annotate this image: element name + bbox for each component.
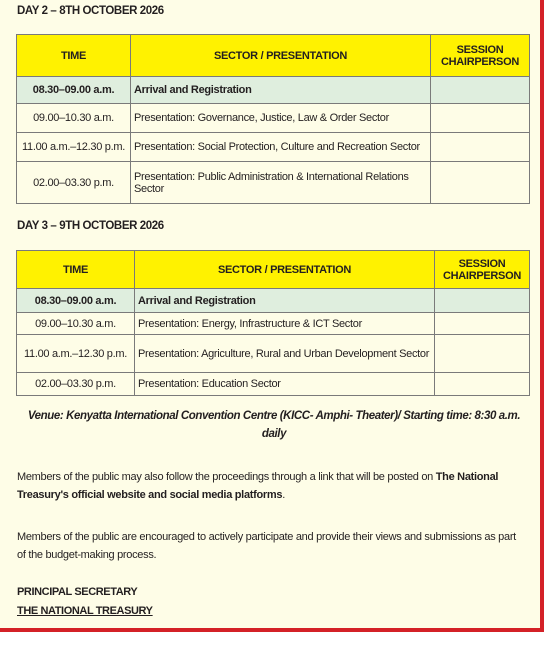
table-row bbox=[17, 373, 530, 396]
day3-schedule-table bbox=[16, 250, 530, 396]
sector-header: SECTOR / PRESENTATION bbox=[135, 251, 435, 289]
sector-cell: Arrival and Registration bbox=[135, 289, 435, 313]
public-participation-paragraph: Members of the public are encouraged to actively participate and provide their views and submissions as part of the budget-making process. bbox=[17, 531, 516, 561]
para1-text: Members of the public may also follow the proceedings through a link that will be posted on bbox=[17, 471, 436, 483]
sector-cell: Presentation: Agriculture, Rural and Urban Development Sector bbox=[135, 335, 435, 373]
time-cell: 02.00–03.30 p.m. bbox=[17, 373, 135, 396]
chair-cell bbox=[431, 162, 530, 204]
table-row bbox=[17, 162, 530, 204]
signatory-title: PRINCIPAL SECRETARY bbox=[17, 586, 138, 598]
sector-cell: Presentation: Governance, Justice, Law & Order Sector bbox=[131, 104, 431, 133]
table-header-row bbox=[17, 35, 530, 77]
sector-cell: Arrival and Registration bbox=[131, 77, 431, 104]
sector-cell: Presentation: Public Administration & International Relations Sector bbox=[131, 162, 431, 204]
chair-header: SESSION CHAIRPERSON bbox=[431, 35, 530, 77]
sector-header: SECTOR / PRESENTATION bbox=[131, 35, 431, 77]
para1-end: . bbox=[282, 489, 285, 501]
sector-cell: Presentation: Education Sector bbox=[135, 373, 435, 396]
chair-cell bbox=[435, 289, 530, 313]
day2-schedule-table bbox=[16, 34, 530, 204]
time-header: TIME bbox=[17, 35, 131, 77]
table-row bbox=[17, 104, 530, 133]
table-row bbox=[17, 313, 530, 335]
sector-cell: Presentation: Energy, Infrastructure & ICT Sector bbox=[135, 313, 435, 335]
chair-cell bbox=[431, 77, 530, 104]
table-row bbox=[17, 335, 530, 373]
day2-heading: DAY 2 – 8TH OCTOBER 2026 bbox=[17, 5, 164, 17]
table-header-row bbox=[17, 251, 530, 289]
chair-header: SESSION CHAIRPERSON bbox=[435, 251, 530, 289]
table-row bbox=[17, 133, 530, 162]
venue-note: Venue: Kenyatta International Convention Centre (KICC- Amphi- Theater)/ Starting time: 8:30 a.m. daily bbox=[27, 410, 521, 440]
table-row bbox=[17, 77, 530, 104]
chair-cell bbox=[435, 313, 530, 335]
para1-bold-text: The National Treasury's official website and social media platforms bbox=[17, 471, 499, 501]
time-cell: 08.30–09.00 a.m. bbox=[17, 77, 131, 104]
table-row bbox=[17, 289, 530, 313]
time-cell: 09.00–10.30 a.m. bbox=[17, 313, 135, 335]
day3-heading: DAY 3 – 9TH OCTOBER 2026 bbox=[17, 220, 164, 232]
time-cell: 02.00–03.30 p.m. bbox=[17, 162, 131, 204]
chair-cell bbox=[435, 373, 530, 396]
time-cell: 11.00 a.m.–12.30 p.m. bbox=[17, 133, 131, 162]
time-cell: 09.00–10.30 a.m. bbox=[17, 104, 131, 133]
chair-cell bbox=[431, 104, 530, 133]
chair-cell bbox=[431, 133, 530, 162]
chair-cell bbox=[435, 335, 530, 373]
time-header: TIME bbox=[17, 251, 135, 289]
time-cell: 08.30–09.00 a.m. bbox=[17, 289, 135, 313]
public-follow-paragraph bbox=[17, 468, 527, 504]
sector-cell: Presentation: Social Protection, Culture and Recreation Sector bbox=[131, 133, 431, 162]
time-cell: 11.00 a.m.–12.30 p.m. bbox=[17, 335, 135, 373]
signatory-organization: THE NATIONAL TREASURY bbox=[17, 605, 153, 617]
